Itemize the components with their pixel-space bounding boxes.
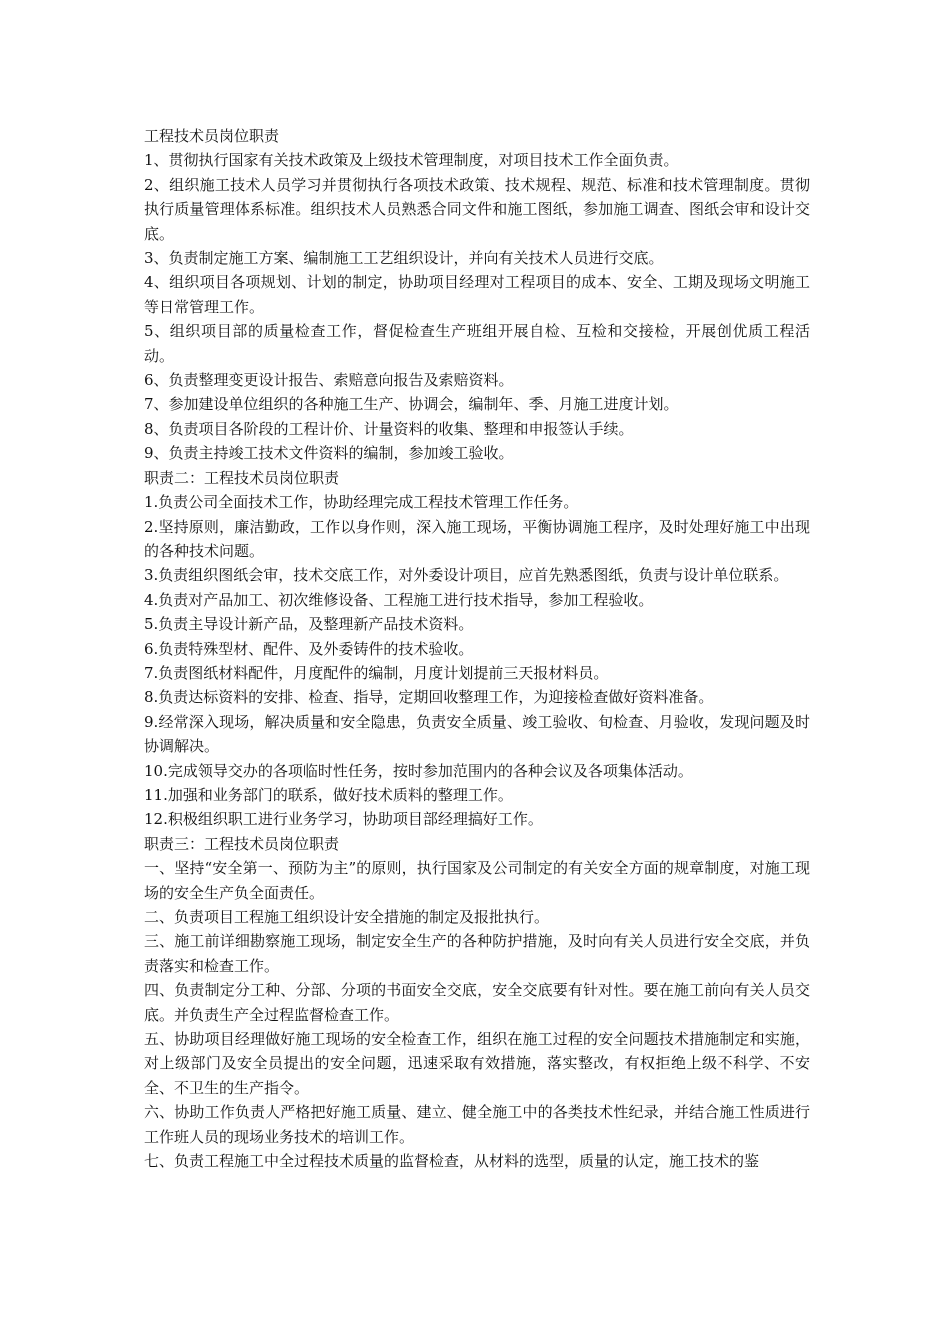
paragraph: 七、负责工程施工中全过程技术质量的监督检查，从材料的选型，质量的认定，施工技术的鉴: [144, 1152, 760, 1171]
paragraph: 1.负责公司全面技术工作，协助经理完成工程技术管理工作任务。: [144, 493, 579, 512]
paragraph: 5、组织项目部的质量检查工作，督促检查生产班组开展自检、互检和交接检，开展创优质工程活动。: [144, 322, 810, 365]
paragraph: 6.负责特殊型材、配件、及外委铸件的技术验收。: [144, 639, 474, 658]
section-title: 职责三：工程技术员岗位职责: [144, 834, 340, 853]
paragraph: 8.负责达标资料的安排、检查、指导，定期回收整理工作，为迎接检查做好资料准备。: [144, 688, 714, 707]
paragraph: 3、负责制定施工方案、编制施工工艺组织设计，并向有关技术人员进行交底。: [144, 249, 664, 268]
paragraph: 1、贯彻执行国家有关技术政策及上级技术管理制度，对项目技术工作全面负责。: [144, 151, 679, 170]
paragraph: 五、协助项目经理做好施工现场的安全检查工作，组织在施工过程的安全问题技术措施制定和实施，对上级部门及安全员提出的安全问题，迅速采取有效措施，落实整改，有权拒绝上级不科学、不安全、不卫生的生产指令。: [144, 1030, 810, 1097]
section-title: 职责二：工程技术员岗位职责: [144, 468, 340, 487]
paragraph: 四、负责制定分工种、分部、分项的书面安全交底，安全交底要有针对性。要在施工前向有关人员交底。并负责生产全过程监督检查工作。: [144, 981, 810, 1024]
paragraph: 7、参加建设单位组织的各种施工生产、协调会，编制年、季、月施工进度计划。: [144, 395, 679, 414]
paragraph: 3.负责组织图纸会审，技术交底工作，对外委设计项目，应首先熟悉图纸，负责与设计单位联系。: [144, 566, 789, 585]
paragraph: 4.负责对产品加工、初次维修设备、工程施工进行技术指导，参加工程验收。: [144, 590, 654, 609]
paragraph: 11.加强和业务部门的联系，做好技术质料的整理工作。: [144, 785, 513, 804]
paragraph: 4、组织项目各项规划、计划的制定，协助项目经理对工程项目的成本、安全、工期及现场文明施工等日常管理工作。: [144, 273, 810, 316]
section-title: 工程技术员岗位职责: [144, 127, 280, 145]
paragraph: 12.积极组织职工进行业务学习，协助项目部经理搞好工作。: [144, 810, 543, 829]
paragraph: 7.负责图纸材料配件，月度配件的编制，月度计划提前三天报材料员。: [144, 663, 609, 682]
paragraph: 10.完成领导交办的各项临时性任务，按时参加范围内的各种会议及各项集体活动。: [144, 761, 693, 780]
paragraph: 六、协助工作负责人严格把好施工质量、建立、健全施工中的各类技术性纪录，并结合施工性质进行工作班人员的现场业务技术的培训工作。: [144, 1103, 810, 1146]
paragraph: 9.经常深入现场，解决质量和安全隐患，负责安全质量、竣工验收、旬检查、月验收，发现问题及时协调解决。: [144, 712, 810, 756]
paragraph: 6、负责整理变更设计报告、索赔意向报告及索赔资料。: [144, 371, 514, 390]
paragraph: 9、负责主持竣工技术文件资料的编制，参加竣工验收。: [144, 444, 514, 463]
paragraph: 8、负责项目各阶段的工程计价、计量资料的收集、整理和申报签认手续。: [144, 419, 634, 438]
paragraph: 5.负责主导设计新产品，及整理新产品技术资料。: [144, 615, 474, 634]
document-body: [144, 124, 810, 1173]
paragraph: 2、组织施工技术人员学习并贯彻执行各项技术政策、技术规程、规范、标准和技术管理制度。贯彻执行质量管理体系标准。组织技术人员熟悉合同文件和施工图纸，参加施工调查、图纸会审和设计交底。: [144, 175, 810, 243]
paragraph: 2.坚持原则，廉洁勤政，工作以身作则，深入施工现场，平衡协调施工程序，及时处理好施工中出现的各种技术问题。: [144, 517, 810, 560]
paragraph: 一、坚持“安全第一、预防为主”的原则，执行国家及公司制定的有关安全方面的规章制度，对施工现场的安全生产负全面责任。: [144, 859, 810, 902]
paragraph: 二、负责项目工程施工组织设计安全措施的制定及报批执行。: [144, 908, 550, 926]
paragraph: 三、施工前详细勘察施工现场，制定安全生产的各种防护措施，及时向有关人员进行安全交底，并负责落实和检查工作。: [144, 932, 810, 975]
